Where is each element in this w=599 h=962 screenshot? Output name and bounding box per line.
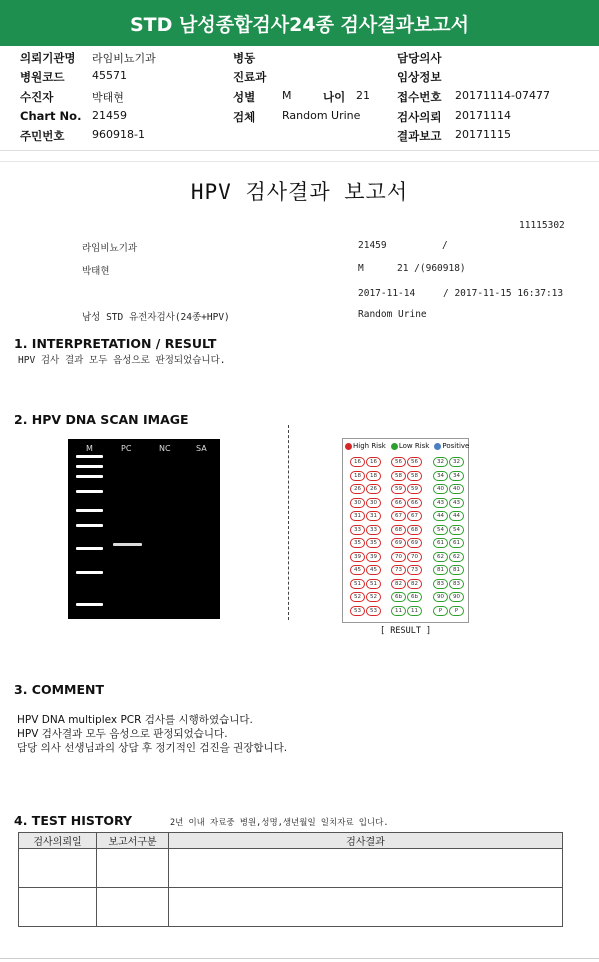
hpv-type-cell: 54: [433, 525, 448, 535]
hpv-type-cell: 67: [391, 511, 406, 521]
hpv-type-cell: 32: [449, 457, 464, 467]
hpv-type-cell: 58: [391, 471, 406, 481]
marker-band: [76, 524, 103, 527]
hpv-type-cell: 16: [366, 457, 381, 467]
table-row: [19, 849, 563, 888]
pc-band: [113, 543, 142, 546]
history-table: [18, 832, 563, 927]
report-title: HPV 검사결과 보고서: [190, 180, 409, 204]
hpv-type-cell: 31: [366, 511, 381, 521]
hpv-type-cell: 40: [433, 484, 448, 494]
report-date-reported: / 2017-11-15 16:37:13: [443, 288, 564, 299]
history-col-result: 검사결과: [169, 833, 563, 849]
hpv-type-cell: 90: [433, 592, 448, 602]
hpv-type-cell: 90: [449, 592, 464, 602]
hpv-type-cell: 52: [350, 592, 365, 602]
history-note: 2년 이내 자료중 병원,성명,생년월일 일치자료 입니다.: [170, 818, 389, 828]
report-date-received: 2017-11-14: [358, 288, 416, 299]
hpv-type-cell: 44: [433, 511, 448, 521]
hpv-type-cell: 30: [350, 498, 365, 508]
hpv-type-cell: 35: [366, 538, 381, 548]
gel-lane-label: PC: [121, 444, 132, 453]
receipt-no-label: 접수번호: [397, 90, 442, 104]
hpv-type-cell: 16: [350, 457, 365, 467]
chart-no-label: Chart No.: [20, 109, 82, 123]
comment-line: HPV 검사결과 모두 음성으로 판정되었습니다.: [17, 728, 228, 740]
hpv-type-cell: 18: [350, 471, 365, 481]
header-row-2: [0, 69, 599, 88]
bottom-divider: [0, 958, 599, 959]
hpv-type-cell: P: [449, 606, 464, 616]
age-value: 21: [356, 89, 370, 102]
scan-separator: [288, 425, 289, 620]
header-divider-2: [0, 161, 599, 162]
sex-value: M: [282, 89, 292, 102]
hospital-code-label: 병원코드: [20, 70, 65, 84]
gel-lane-label: SA: [196, 444, 207, 453]
specimen-value: Random Urine: [282, 109, 361, 122]
hpv-type-cell: 52: [366, 592, 381, 602]
gel-lane-label: M: [86, 444, 93, 453]
hpv-result-grid: [342, 438, 469, 623]
hpv-type-cell: 73: [391, 565, 406, 575]
hpv-type-cell: 30: [366, 498, 381, 508]
hpv-type-cell: 26: [350, 484, 365, 494]
table-cell: [97, 849, 169, 888]
interpretation-text: HPV 검사 결과 모두 음성으로 판정되었습니다.: [18, 355, 226, 366]
hpv-type-cell: 69: [391, 538, 406, 548]
header-row-1: [0, 50, 599, 69]
report-hospital: 라임비뇨기과: [82, 243, 138, 254]
gel-image: [68, 439, 220, 619]
sex-label: 성별: [233, 90, 256, 104]
hpv-type-cell: 68: [391, 525, 406, 535]
hpv-type-cell: 61: [449, 538, 464, 548]
hpv-type-cell: 83: [433, 579, 448, 589]
hpv-type-cell: 39: [366, 552, 381, 562]
hpv-type-cell: 68: [407, 525, 422, 535]
hpv-type-cell: 54: [449, 525, 464, 535]
table-cell: [169, 888, 563, 927]
patient-label: 수진자: [20, 90, 54, 104]
hospital-code-value: 45571: [92, 69, 127, 82]
table-cell: [97, 888, 169, 927]
hpv-type-cell: 6b: [407, 592, 422, 602]
report-code: 11115302: [519, 220, 565, 231]
section-history-title: 4. TEST HISTORY: [14, 813, 133, 828]
hpv-type-cell: 33: [350, 525, 365, 535]
chart-no-value: 21459: [92, 109, 127, 122]
hpv-type-cell: 69: [407, 538, 422, 548]
hpv-type-cell: 53: [350, 606, 365, 616]
section-interpretation-title: 1. INTERPRETATION / RESULT: [14, 336, 217, 351]
report-banner: [0, 0, 599, 46]
hpv-type-cell: 39: [350, 552, 365, 562]
hospital-label: 의뢰기관명: [20, 51, 76, 65]
result-caption: [ RESULT ]: [380, 626, 432, 636]
report-date-value: 20171115: [455, 128, 511, 141]
marker-band: [76, 603, 103, 606]
marker-band: [76, 475, 103, 478]
hpv-type-cell: 66: [391, 498, 406, 508]
hospital-value: 라임비뇨기과: [92, 52, 156, 65]
hpv-type-cell: 51: [366, 579, 381, 589]
hpv-type-cell: 43: [433, 498, 448, 508]
report-sex: M: [358, 263, 364, 274]
specimen-label: 검체: [233, 110, 256, 124]
legend-item: [391, 442, 430, 450]
section-scan-title: 2. HPV DNA SCAN IMAGE: [14, 412, 189, 427]
report-age-birth: 21 /(960918): [397, 263, 466, 274]
hpv-type-cell: 61: [433, 538, 448, 548]
report-specimen: Random Urine: [358, 309, 427, 320]
hpv-type-cell: 67: [407, 511, 422, 521]
legend-positive: Positive: [442, 442, 470, 450]
clinical-info-label: 임상정보: [397, 70, 442, 84]
gel-lane-label: NC: [159, 444, 171, 453]
ward-label: 병동: [233, 51, 256, 65]
doctor-label: 담당의사: [397, 51, 442, 65]
hpv-type-cell: 83: [449, 579, 464, 589]
hpv-type-cell: 81: [433, 565, 448, 575]
low-risk-dot-icon: [391, 443, 398, 450]
patient-value: 박태현: [92, 91, 124, 104]
positive-dot-icon: [434, 443, 441, 450]
comment-line: 담당 의사 선생님과의 상담 후 정기적인 검진을 권장합니다.: [17, 742, 288, 754]
hpv-type-cell: 40: [449, 484, 464, 494]
hpv-type-cell: 70: [407, 552, 422, 562]
header-divider: [0, 150, 599, 151]
hpv-type-cell: 26: [366, 484, 381, 494]
hpv-type-cell: 34: [433, 471, 448, 481]
hpv-type-cell: 34: [449, 471, 464, 481]
hpv-type-cell: P: [433, 606, 448, 616]
hpv-type-cell: 35: [350, 538, 365, 548]
hpv-type-cell: 82: [407, 579, 422, 589]
hpv-type-cell: 73: [407, 565, 422, 575]
report-date-label: 결과보고: [397, 129, 442, 143]
hpv-type-cell: 45: [366, 565, 381, 575]
hpv-type-cell: 59: [407, 484, 422, 494]
hpv-type-cell: 31: [350, 511, 365, 521]
hpv-type-cell: 11: [391, 606, 406, 616]
resident-no-value: 960918-1: [92, 128, 145, 141]
table-cell: [19, 888, 97, 927]
marker-band: [76, 547, 103, 550]
marker-band: [76, 490, 103, 493]
hpv-type-cell: 33: [366, 525, 381, 535]
hpv-type-cell: 44: [449, 511, 464, 521]
marker-band: [76, 571, 103, 574]
legend-high-risk: High Risk: [353, 442, 386, 450]
report-chart: 21459: [358, 240, 387, 251]
legend-item: [434, 442, 469, 450]
high-risk-dot-icon: [345, 443, 352, 450]
header-row-3: [0, 89, 599, 108]
table-cell: [19, 849, 97, 888]
hpv-type-cell: 11: [407, 606, 422, 616]
grid-legend: [345, 442, 469, 450]
resident-no-label: 주민번호: [20, 129, 65, 143]
marker-band: [76, 455, 103, 458]
report-test-name: 남성 STD 유전자검사(24종+HPV): [82, 312, 230, 323]
hpv-type-cell: 56: [391, 457, 406, 467]
department-label: 진료과: [233, 70, 267, 84]
hpv-type-cell: 62: [433, 552, 448, 562]
header-row-5: [0, 128, 599, 147]
hpv-type-cell: 6b: [391, 592, 406, 602]
header-row-4: [0, 109, 599, 128]
table-cell: [169, 849, 563, 888]
hpv-type-cell: 43: [449, 498, 464, 508]
hpv-type-cell: 58: [407, 471, 422, 481]
hpv-type-cell: 62: [449, 552, 464, 562]
history-header-row: [19, 833, 563, 849]
hpv-type-cell: 32: [433, 457, 448, 467]
marker-band: [76, 509, 103, 512]
hpv-type-cell: 81: [449, 565, 464, 575]
report-slash: /: [442, 240, 448, 251]
age-label: 나이: [323, 90, 346, 104]
legend-low-risk: Low Risk: [398, 442, 430, 450]
hpv-type-cell: 51: [350, 579, 365, 589]
hpv-type-cell: 45: [350, 565, 365, 575]
section-comment-title: 3. COMMENT: [14, 682, 105, 697]
hpv-type-cell: 70: [391, 552, 406, 562]
report-patient: 박태현: [82, 266, 110, 277]
legend-item: [345, 442, 386, 450]
hpv-type-cell: 53: [366, 606, 381, 616]
request-date-label: 검사의뢰: [397, 110, 442, 124]
request-date-value: 20171114: [455, 109, 511, 122]
hpv-type-cell: 66: [407, 498, 422, 508]
patient-header: [0, 50, 599, 150]
marker-band: [76, 465, 103, 468]
comment-line: HPV DNA multiplex PCR 검사를 시행하였습니다.: [17, 714, 253, 726]
history-col-request-date: 검사의뢰일: [19, 833, 97, 849]
hpv-type-cell: 59: [391, 484, 406, 494]
table-row: [19, 888, 563, 927]
hpv-type-cell: 82: [391, 579, 406, 589]
banner-title: STD 남성종합검사24종 검사결과보고서: [129, 13, 470, 36]
hpv-type-cell: 18: [366, 471, 381, 481]
hpv-type-cell: 56: [407, 457, 422, 467]
history-col-report-type: 보고서구분: [97, 833, 169, 849]
receipt-no-value: 20171114-07477: [455, 89, 550, 102]
